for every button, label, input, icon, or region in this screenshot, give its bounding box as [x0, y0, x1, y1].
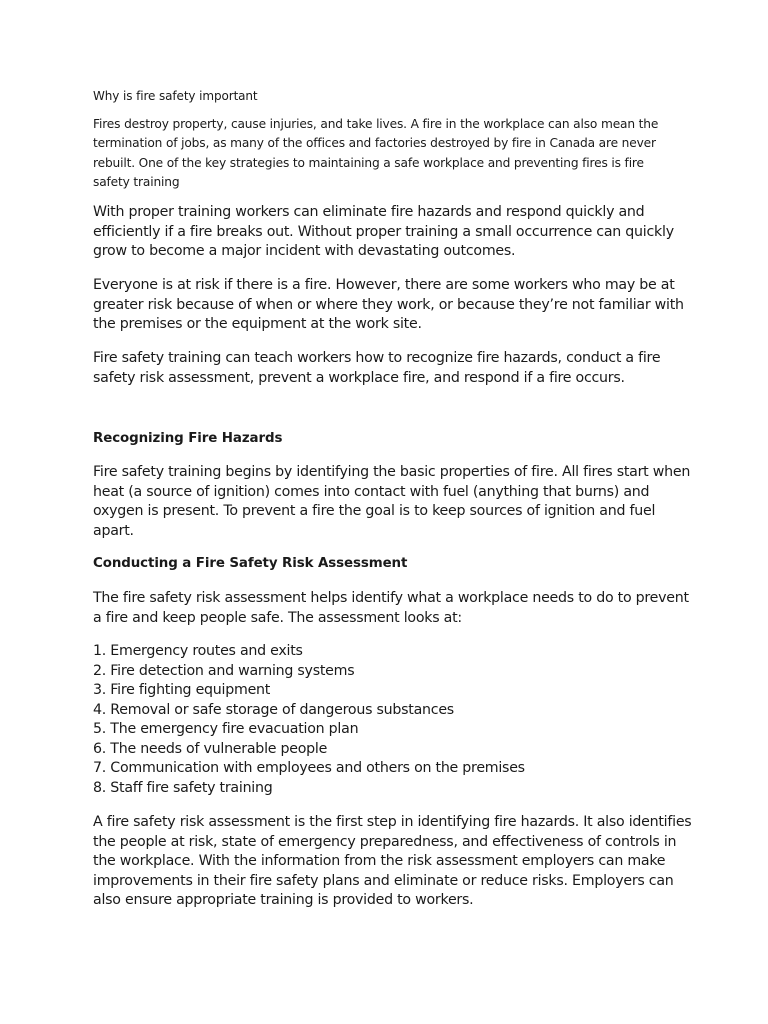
closing-paragraph: A fire safety risk assessment is the first step in identifying fire hazards. It also identifies the people at risk, state of emergency preparedness, and effectiveness of controls in the workplace. With the information from the risk assessment employers can make improvements in their fire safety plans and eliminate or reduce risks. Employers can also ensure appropriate training is provided to workers. [93, 814, 692, 909]
body-paragraph-3: Fire safety training can teach workers how to recognize fire hazards, conduct a fire safety risk assessment, prevent a workplace fire, and respond if a fire occurs. [93, 350, 661, 386]
list-item: 4. Removal or safe storage of dangerous substances [93, 701, 454, 718]
list-item: 3. Fire fighting equipment [93, 682, 271, 698]
assessment-list [93, 642, 525, 798]
list-item: 1. Emergency routes and exits [93, 643, 303, 659]
list-item: 8. Staff fire safety training [93, 779, 273, 796]
list-item: 7. Communication with employees and others on the premises [93, 760, 525, 776]
list-item: 6. The needs of vulnerable people [93, 740, 328, 757]
section-paragraph-recognizing: Fire safety training begins by identifying the basic properties of fire. All fires start when heat (a source of ignition) comes into contact with fuel (anything that burns) and oxygen is present. To prevent a fire the goal is to keep sources of ignition and fuel apart. [93, 464, 691, 539]
body-paragraph-2: Everyone is at risk if there is a fire. However, there are some workers who may be at greater risk because of when or where they work, or because they’re not familiar with the premises or the equipment at the work site. [93, 277, 684, 333]
list-item: 2. Fire detection and warning systems [93, 662, 355, 679]
body-paragraph-1: With proper training workers can eliminate fire hazards and respond quickly and efficiently if a fire breaks out. Without proper training a small occurrence can quickly grow to become a major incident with devastating outcomes. [93, 204, 674, 260]
intro-paragraph: Fires destroy property, cause injuries, and take lives. A fire in the workplace can also mean the termination of jobs, as many of the offices and factories destroyed by fire in Canada are never rebuilt. One of the key strategies to maintaining a safe workplace and preventing fires is fire safety training [93, 117, 659, 190]
list-item: 5. The emergency fire evacuation plan [93, 721, 359, 737]
section-heading-recognizing: Recognizing Fire Hazards [93, 431, 283, 446]
section-paragraph-assessment: The fire safety risk assessment helps identify what a workplace needs to do to prevent a fire and keep people safe. The assessment looks at: [93, 590, 689, 626]
section-heading-assessment: Conducting a Fire Safety Risk Assessment [93, 556, 408, 571]
document-title: Why is fire safety important [93, 89, 258, 103]
